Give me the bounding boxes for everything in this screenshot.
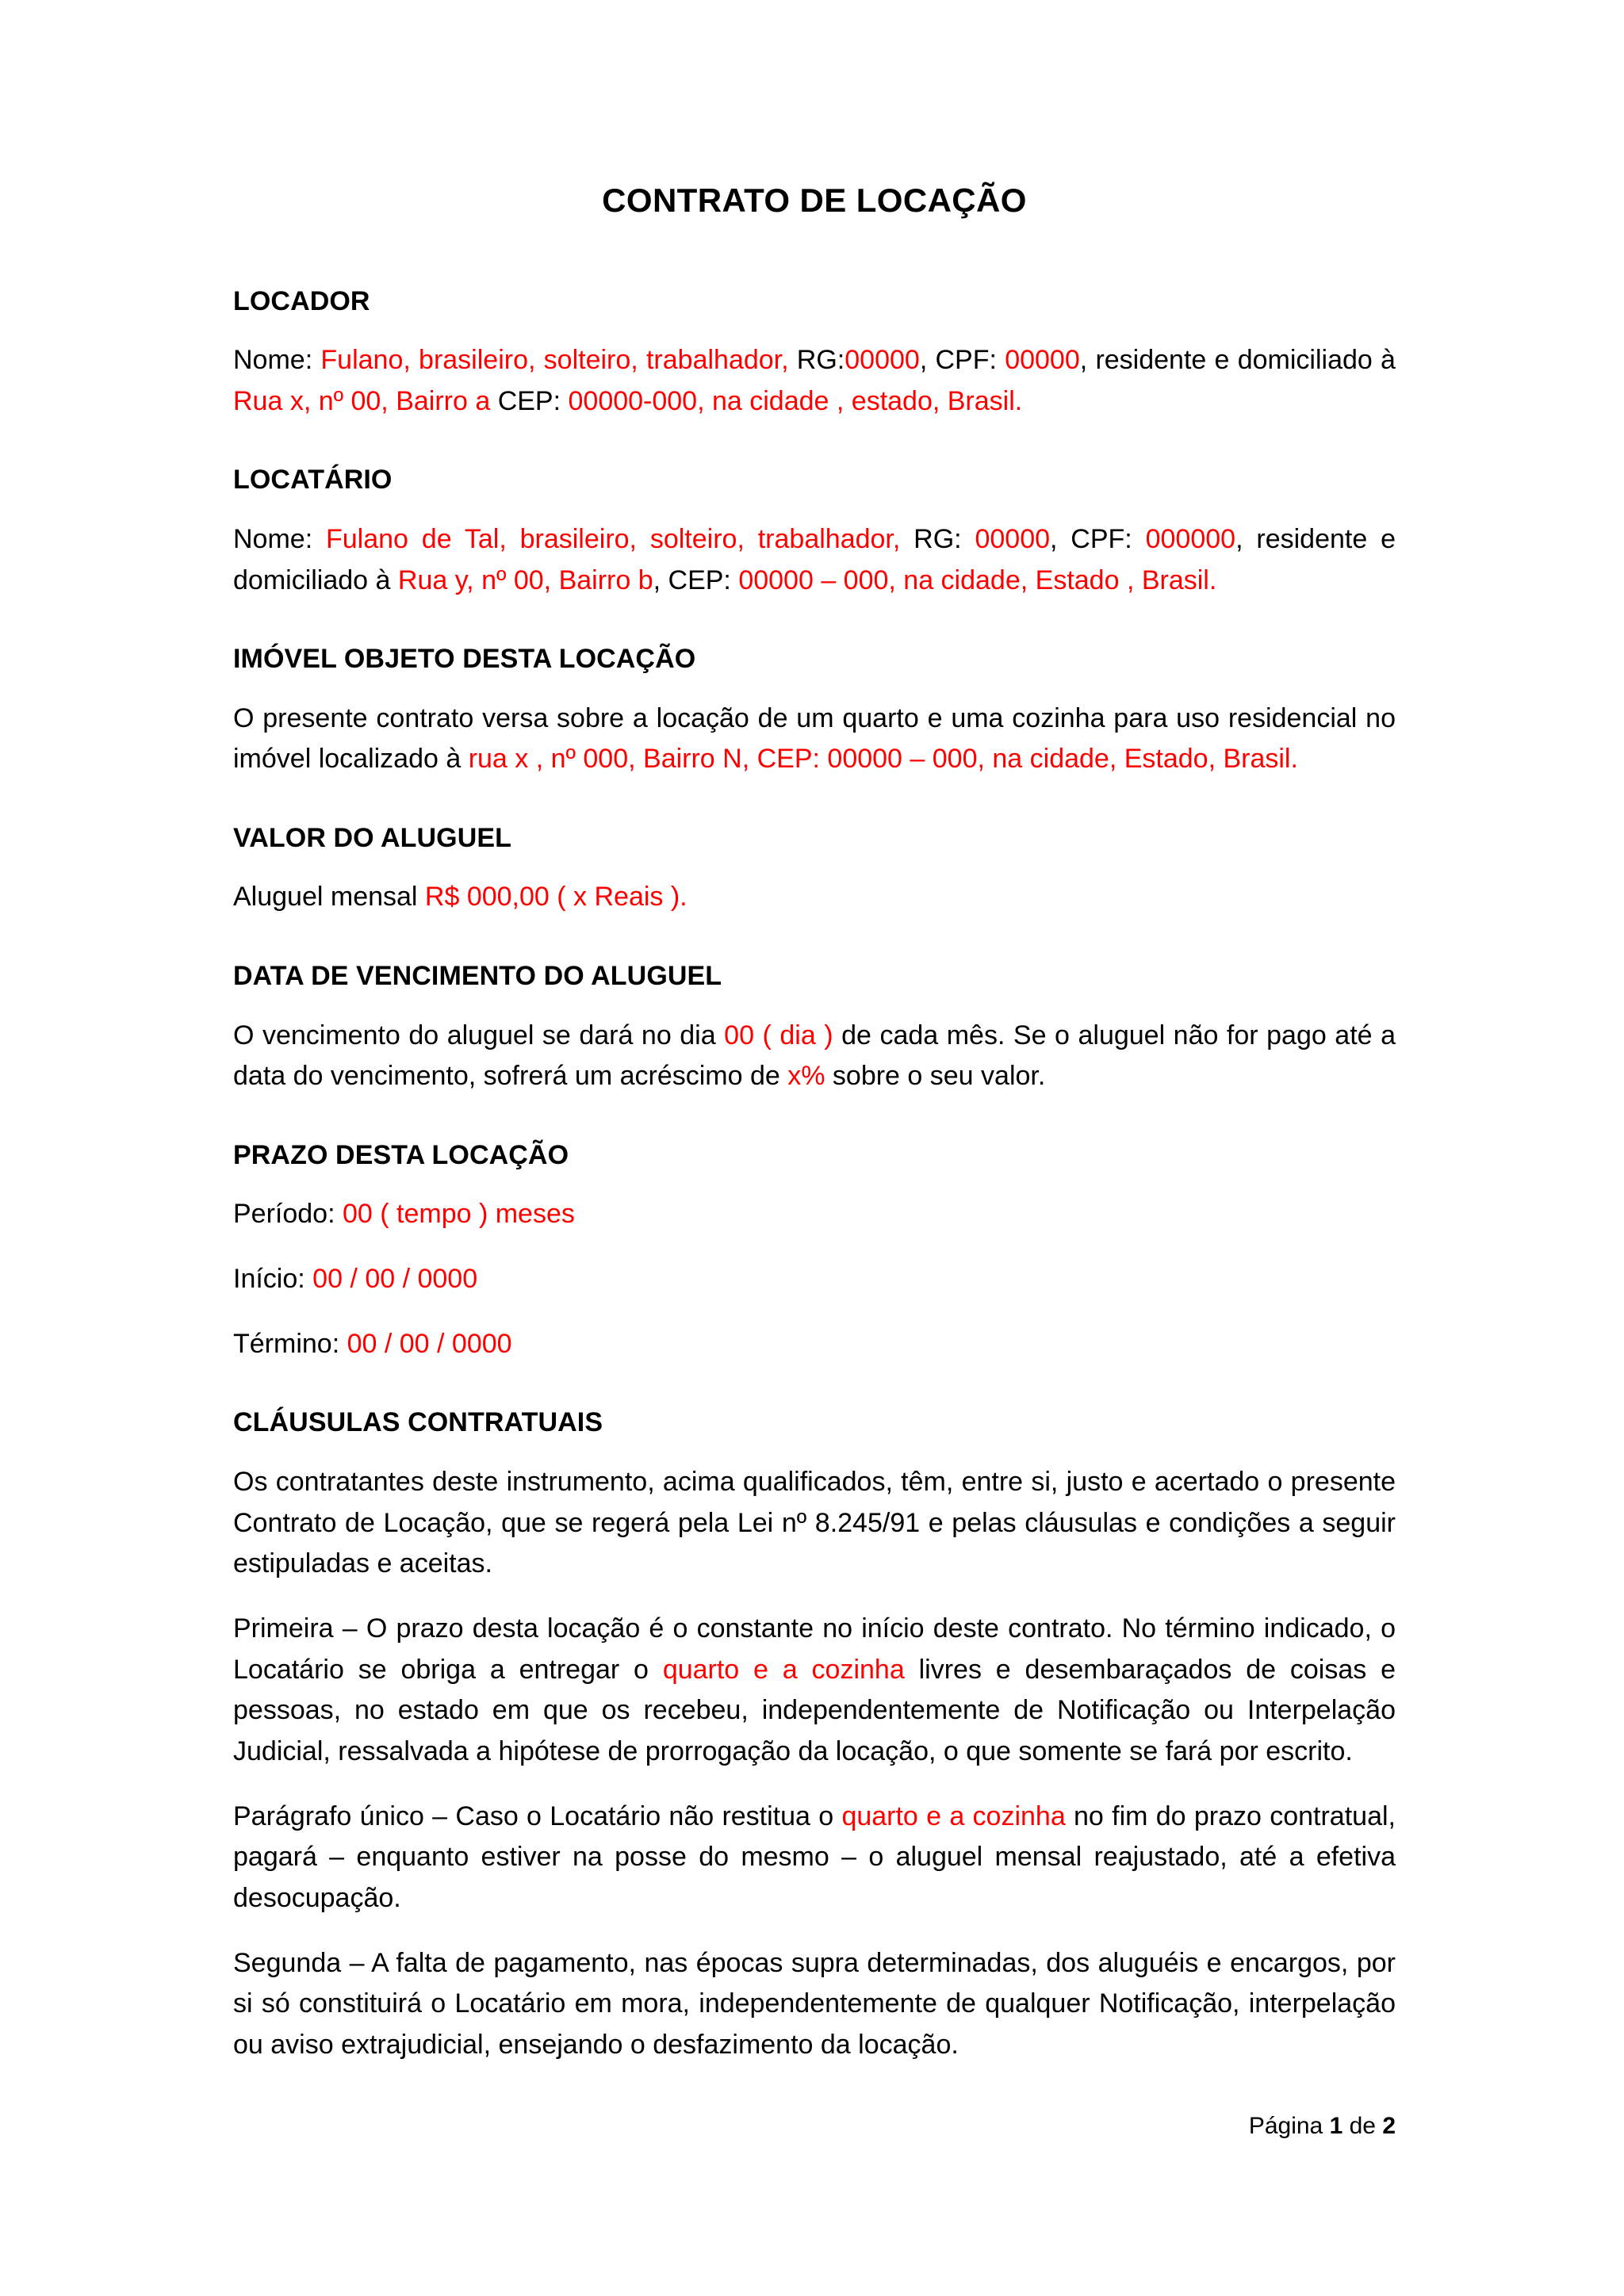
paragraph-locatario [233, 519, 1396, 601]
spacer [233, 1172, 1396, 1194]
locatario-cep-value: 00000 – 000, na cidade, Estado , Brasil. [738, 564, 1217, 595]
spacer [233, 918, 1396, 960]
spacer [233, 601, 1396, 643]
spacer [233, 318, 1396, 340]
locador-cep-label: CEP: [490, 385, 569, 416]
paragraph-locador [233, 340, 1396, 422]
locatario-rg-value: 00000 [975, 523, 1051, 554]
locatario-rg-label: RG: [900, 523, 975, 554]
spacer [233, 1235, 1396, 1259]
section-heading-imovel: IMÓVEL OBJETO DESTA LOCAÇÃO [233, 644, 696, 675]
paragrafo-unico-text-2: no fim do prazo contratual, pagará – enquanto estiver na posse do mesmo – o aluguel mensal reajustado, até a efetiva desocupação. [233, 1800, 1396, 1913]
prazo-termino-label: Término: [233, 1328, 347, 1359]
spacer [233, 1440, 1396, 1462]
paragraph-clausula-primeira [233, 1609, 1396, 1773]
page-footer [233, 2110, 1396, 2141]
vencimento-text-3: sobre o seu valor. [825, 1061, 1046, 1092]
vencimento-text-2: de cada mês. Se o aluguel não for pago até a data do vencimento, sofrerá um acréscimo de [233, 1020, 1396, 1092]
section-heading-clausulas: CLÁUSULAS CONTRATUAIS [233, 1407, 603, 1438]
locatario-cep-label: , CEP: [653, 564, 739, 595]
primeira-text-2: livres e desembaraçados de coisas e pessoas, no estado em que os recebeu, independentemente de Notificação ou Interpelação Judicial, ressalvada a hipótese de prorrogação da locação, o que somente se fará por escrito. [233, 1654, 1396, 1766]
vencimento-text-1: O vencimento do aluguel se dará no dia [233, 1020, 725, 1050]
paragraph-prazo-periodo [233, 1194, 1396, 1235]
locador-cpf-value: 00000 [1005, 345, 1080, 376]
spacer [233, 855, 1396, 877]
section-heading-locatario: LOCATÁRIO [233, 465, 393, 496]
prazo-termino-value: 00 / 00 / 0000 [347, 1328, 512, 1359]
prazo-inicio-label: Início: [233, 1264, 313, 1295]
locador-rg-label: RG: [788, 345, 845, 376]
section-heading-prazo: PRAZO DESTA LOCAÇÃO [233, 1139, 569, 1170]
prazo-inicio-value: 00 / 00 / 0000 [312, 1264, 478, 1295]
footer-total-pages: 2 [1382, 2113, 1396, 2139]
section-heading-locador: LOCADOR [233, 285, 370, 316]
vencimento-dia-value: 00 ( dia ) [724, 1020, 833, 1050]
locador-rg-value: 00000 [845, 345, 920, 376]
locador-nome-value: Fulano, brasileiro, solteiro, trabalhador, [320, 345, 789, 376]
locador-cpf-label: , CPF: [919, 345, 1005, 376]
valor-aluguel-value: R$ 000,00 ( x Reais ). [424, 882, 688, 913]
page-title: CONTRATO DE LOCAÇÃO [602, 182, 1027, 219]
spacer [233, 676, 1396, 698]
locatario-cpf-label: , CPF: [1050, 523, 1146, 554]
spacer [233, 422, 1396, 464]
locador-nome-label: Nome: [233, 345, 321, 376]
section-heading-valor-aluguel: VALOR DO ALUGUEL [233, 822, 512, 853]
footer-separator: de [1342, 2113, 1383, 2139]
locatario-endereco-label: , residente e domiciliado à [233, 523, 1396, 595]
paragraph-data-vencimento [233, 1016, 1396, 1097]
footer-current-page: 1 [1329, 2113, 1343, 2139]
spacer [233, 1773, 1396, 1797]
spacer [233, 1300, 1396, 1324]
paragraph-imovel [233, 698, 1396, 780]
paragrafo-unico-imovel-value: quarto e a cozinha [841, 1800, 1066, 1831]
locador-cep-value: 00000-000, na cidade , estado, Brasil. [568, 385, 1023, 416]
prazo-periodo-value: 00 ( tempo ) meses [342, 1199, 575, 1230]
paragraph-prazo-inicio [233, 1259, 1396, 1300]
primeira-text-1: Primeira – O prazo desta locação é o constante no início deste contrato. No término indicado, o Locatário se obriga a entregar o [233, 1613, 1396, 1685]
spacer [233, 220, 1396, 285]
paragraph-prazo-termino [233, 1324, 1396, 1365]
section-heading-data-vencimento: DATA DE VENCIMENTO DO ALUGUEL [233, 961, 722, 992]
imovel-descricao: O presente contrato versa sobre a locação de um quarto e uma cozinha para uso residencial no imóvel localizado à [233, 702, 1396, 775]
spacer [233, 780, 1396, 822]
document-content [233, 0, 1396, 2066]
vencimento-acrescimo-value: x% [787, 1061, 825, 1092]
paragraph-paragrafo-unico [233, 1797, 1396, 1919]
paragraph-clausula-segunda: Segunda – A falta de pagamento, nas épocas supra determinadas, dos aluguéis e encargos, por si só constituirá o Locatário em mora, independentemente de qualquer Notificação, interpelação ou aviso extrajudicial, ensejando o desfazimento da locação. [233, 1947, 1396, 2060]
paragraph-clausulas-intro: Os contratantes deste instrumento, acima qualificados, têm, entre si, justo e acertado o presente Contrato de Locação, que se regerá pela Lei nº 8.245/91 e pelas cláusulas e condições a seguir estipuladas e aceitas. [233, 1466, 1396, 1579]
locatario-nome-value: Fulano de Tal, brasileiro, solteiro, trabalhador, [326, 523, 901, 554]
prazo-periodo-label: Período: [233, 1199, 343, 1230]
paragraph-valor-aluguel [233, 877, 1396, 918]
locatario-nome-label: Nome: [233, 523, 326, 554]
spacer [233, 497, 1396, 519]
spacer [233, 1919, 1396, 1943]
spacer [233, 1585, 1396, 1609]
spacer [233, 1364, 1396, 1406]
locador-endereco-value: Rua x, nº 00, Bairro a [233, 385, 491, 416]
paragrafo-unico-text-1: Parágrafo único – Caso o Locatário não restitua o [233, 1800, 842, 1831]
spacer [233, 1097, 1396, 1139]
spacer [233, 993, 1396, 1016]
footer-prefix: Página [1248, 2113, 1330, 2139]
imovel-endereco-value: rua x , nº 000, Bairro N, CEP: 00000 – 000, na cidade, Estado, Brasil. [468, 744, 1298, 775]
locatario-cpf-value: 000000 [1145, 523, 1236, 554]
locatario-endereco-value: Rua y, nº 00, Bairro b [397, 564, 653, 595]
locador-endereco-label: , residente e domiciliado à [1079, 345, 1396, 376]
primeira-imovel-value: quarto e a cozinha [662, 1654, 905, 1685]
valor-aluguel-label: Aluguel mensal [233, 882, 425, 913]
